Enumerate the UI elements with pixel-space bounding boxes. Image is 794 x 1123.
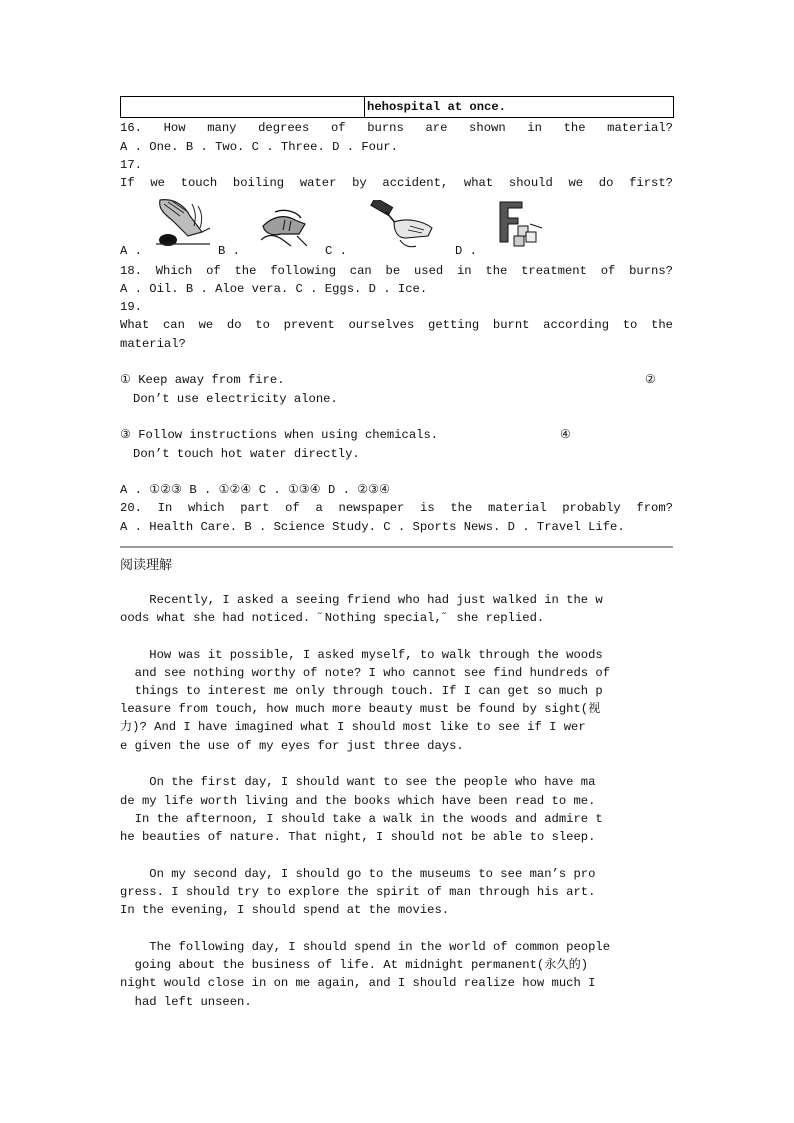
q19-item3: ③ Follow instructions when using chemicals. bbox=[120, 428, 439, 442]
table-cell-text: hehospital at once. bbox=[367, 100, 506, 114]
q19-item2-mark: ② bbox=[645, 373, 656, 387]
passage-line: he beauties of nature. That night, I should not be able to sleep. bbox=[120, 830, 596, 844]
passage-line: 力)? And I have imagined what I should most like to see if I wer bbox=[120, 720, 586, 734]
q18-question: 18. Which of the following can be used in the treatment of burns? bbox=[120, 264, 673, 278]
passage-line: In the evening, I should spend at the movies. bbox=[120, 903, 450, 917]
q19-question-line1: What can we do to prevent ourselves getting burnt according to the bbox=[120, 318, 673, 332]
q17-option-c: C . bbox=[325, 244, 347, 258]
q16-options: A . One. B . Two. C . Three. D . Four. bbox=[120, 140, 398, 154]
q19-item4: Don’t touch hot water directly. bbox=[133, 447, 360, 461]
passage-line: leasure from touch, how much more beauty must be found by sight(视 bbox=[120, 702, 601, 716]
q19-question-line2: material? bbox=[120, 337, 186, 351]
q17-option-d: D . bbox=[455, 244, 477, 258]
passage-line: gress. I should try to explore the spirit of man through his art. bbox=[120, 885, 596, 899]
q16-question: 16. How many degrees of burns are shown in the material? bbox=[120, 121, 673, 135]
passage-line: going about the business of life. At midnight permanent(永久的) bbox=[120, 958, 589, 972]
q18-options: A . Oil. B . Aloe vera. C . Eggs. D . Ice. bbox=[120, 282, 428, 296]
passage-line: In the afternoon, I should take a walk in the woods and admire t bbox=[120, 812, 603, 826]
passage-line: On the first day, I should want to see the people who have ma bbox=[120, 775, 596, 789]
q20-question: 20. In which part of a newspaper is the material probably from? bbox=[120, 501, 673, 515]
passage-line: had left unseen. bbox=[120, 995, 252, 1009]
q19-options: A . ①②③ B . ①②④ C . ①③④ D . ②③④ bbox=[120, 483, 391, 497]
q17-option-a: A . bbox=[120, 244, 142, 258]
q17-option-b: B . bbox=[218, 244, 240, 258]
hands-rubbing-image bbox=[255, 206, 325, 250]
section-title: 阅读理解 bbox=[120, 558, 173, 573]
q19-item2: Don’t use electricity alone. bbox=[133, 392, 338, 406]
q19-item1: ① Keep away from fire. bbox=[120, 373, 285, 387]
passage-line: How was it possible, I asked myself, to walk through the woods bbox=[120, 648, 603, 662]
section-divider bbox=[120, 546, 673, 548]
q19-number: 19. bbox=[120, 300, 142, 314]
ice-cubes-image bbox=[490, 198, 550, 252]
passage-line: Recently, I asked a seeing friend who had just walked in the w bbox=[120, 593, 603, 607]
q20-options: A . Health Care. B . Science Study. C . Sports News. D . Travel Life. bbox=[120, 520, 625, 534]
q17-question: If we touch boiling water by accident, what should we do first? bbox=[120, 176, 673, 190]
passage-line: things to interest me only through touch. If I can get so much p bbox=[120, 684, 603, 698]
q17-number: 17. bbox=[120, 158, 142, 172]
q19-item4-mark: ④ bbox=[560, 428, 571, 442]
table-cell-empty bbox=[121, 97, 365, 117]
passage-line: e given the use of my eyes for just three days. bbox=[120, 739, 464, 753]
passage-line: oods what she had noticed. ˝Nothing special,˝ she replied. bbox=[120, 611, 545, 625]
passage-line: The following day, I should spend in the world of common people bbox=[120, 940, 611, 954]
passage-line: and see nothing worthy of note? I who cannot see find hundreds of bbox=[120, 666, 611, 680]
applying-cream-image bbox=[366, 200, 436, 250]
answer-table-row bbox=[120, 96, 674, 118]
hand-under-water-image bbox=[150, 196, 214, 250]
passage-line: de my life worth living and the books which have been read to me. bbox=[120, 794, 596, 808]
passage-line: On my second day, I should go to the museums to see man’s pro bbox=[120, 867, 596, 881]
passage-line: night would close in on me again, and I should realize how much I bbox=[120, 976, 596, 990]
